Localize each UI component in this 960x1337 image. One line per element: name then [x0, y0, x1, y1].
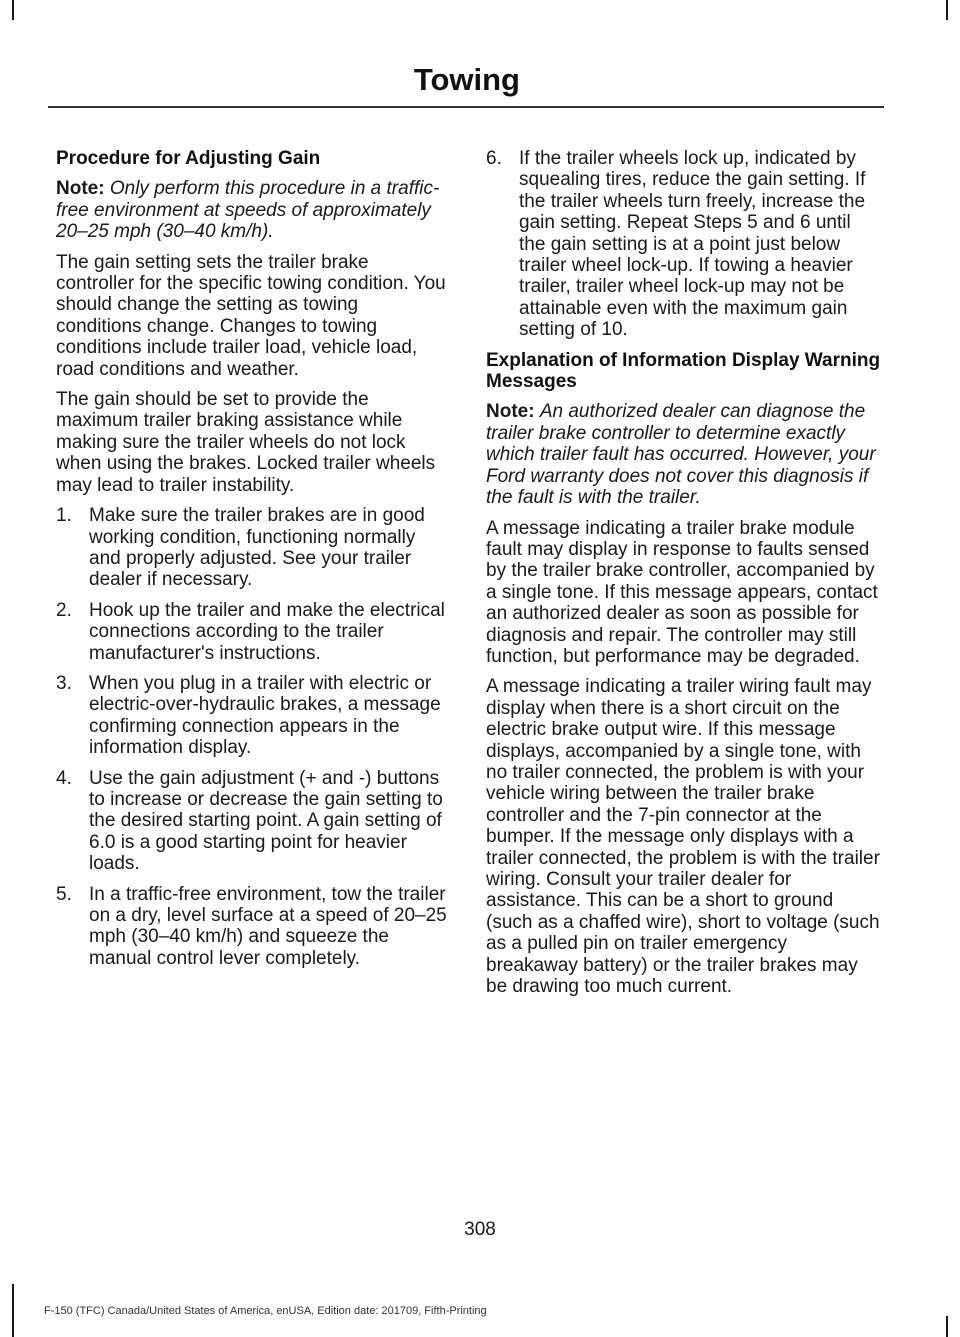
left-column	[56, 148, 448, 978]
list-number: 4.	[56, 767, 72, 789]
crop-mark-bottom-left	[12, 1284, 14, 1337]
list-item	[56, 884, 448, 970]
crop-mark-top-right	[946, 0, 948, 20]
list-item	[56, 600, 448, 664]
paragraph: A message indicating a trailer wiring fault may display when there is a short circuit on the electric brake output wire. If this message displays, accompanied by a single tone, with no trailer connected, the problem is with your vehicle wiring between the trailer brake controller and the 7-pin connector at the bumper. If the message only displays with a trailer connected, the problem is with the trailer wiring. Consult your trailer dealer for assistance. This can be a short to ground (such as a chaffed wire), short to voltage (such as a pulled pin on trailer emergency breakaway battery) or the trailer brakes may be drawing too much current.	[486, 676, 880, 998]
list-text: Hook up the trailer and make the electrical connections according to the trailer manufacturer's instructions.	[89, 599, 445, 664]
list-text: When you plug in a trailer with electric or electric-over-hydraulic brakes, a message confirming connection appears in the information display.	[89, 672, 441, 759]
crop-mark-top-left	[12, 0, 14, 20]
list-text: If the trailer wheels lock up, indicated by squealing tires, reduce the gain setting. If the trailer wheels turn freely, increase the gain setting. Repeat Steps 5 and 6 until the gain setting is at a point just below trailer wheel lock-up. If towing a heavier trailer, trailer wheel lock-up may not be attainable even with the maximum gain setting of 10.	[519, 148, 866, 341]
header-divider	[48, 106, 884, 108]
list-number: 1.	[56, 505, 72, 527]
list-number: 6.	[486, 148, 502, 169]
list-text: In a traffic-free environment, tow the trailer on a dry, level surface at a speed of 20–25 mph (30–40 km/h) and squeeze the manual control lever completely.	[89, 883, 447, 969]
note-text: Only perform this procedure in a traffic-free environment at speeds of approximately 20–25 mph (30–40 km/h).	[56, 178, 440, 243]
list-item	[56, 673, 448, 759]
edition-footer: F-150 (TFC) Canada/United States of America, enUSA, Edition date: 201709, Fifth-Printing	[44, 1305, 487, 1317]
list-number: 3.	[56, 672, 72, 694]
list-number: 5.	[56, 883, 72, 905]
page-title: Towing	[413, 62, 520, 97]
list-item	[56, 505, 448, 591]
note-text: An authorized dealer can diagnose the trailer brake controller to determine exactly which trailer fault has occurred. However, your Ford warranty does not cover this diagnosis if the fault is with the trailer.	[486, 401, 876, 509]
list-text: Make sure the trailer brakes are in good working condition, functioning normally and properly adjusted. See your trailer dealer if necessary.	[89, 505, 425, 591]
crop-mark-bottom-right	[946, 1316, 948, 1337]
note-label: Note:	[56, 178, 105, 200]
section-heading-warning-messages: Explanation of Information Display Warning Messages	[486, 349, 881, 393]
note-warning-messages	[486, 401, 882, 508]
note-label: Note:	[486, 401, 535, 423]
list-item	[486, 148, 882, 341]
note-adjusting-gain	[56, 178, 448, 242]
list-text: Use the gain adjustment (+ and -) buttons to increase or decrease the gain setting to the desired starting point. A gain setting of 6.0 is a good starting point for heavier loads.	[89, 767, 443, 875]
list-item	[56, 768, 448, 875]
list-number: 2.	[56, 599, 72, 621]
section-heading-adjusting-gain: Procedure for Adjusting Gain	[56, 148, 321, 169]
paragraph: The gain setting sets the trailer brake controller for the specific towing condition. You should change the setting as towing conditions change. Changes to towing conditions include trailer load, vehicle load, road conditions and weather.	[56, 251, 446, 380]
paragraph: The gain should be set to provide the maximum trailer braking assistance while making sure the trailer wheels do not lock when using the brakes. Locked trailer wheels may lead to trailer instability.	[56, 389, 436, 496]
paragraph: A message indicating a trailer brake module fault may display in response to faults sensed by the trailer brake controller, accompanied by a single tone. If this message appears, contact an authorized dealer as soon as possible for diagnosis and repair. The controller may still function, but performance may be degraded.	[486, 517, 878, 667]
page-number: 308	[464, 1219, 496, 1240]
right-column	[486, 148, 882, 1006]
